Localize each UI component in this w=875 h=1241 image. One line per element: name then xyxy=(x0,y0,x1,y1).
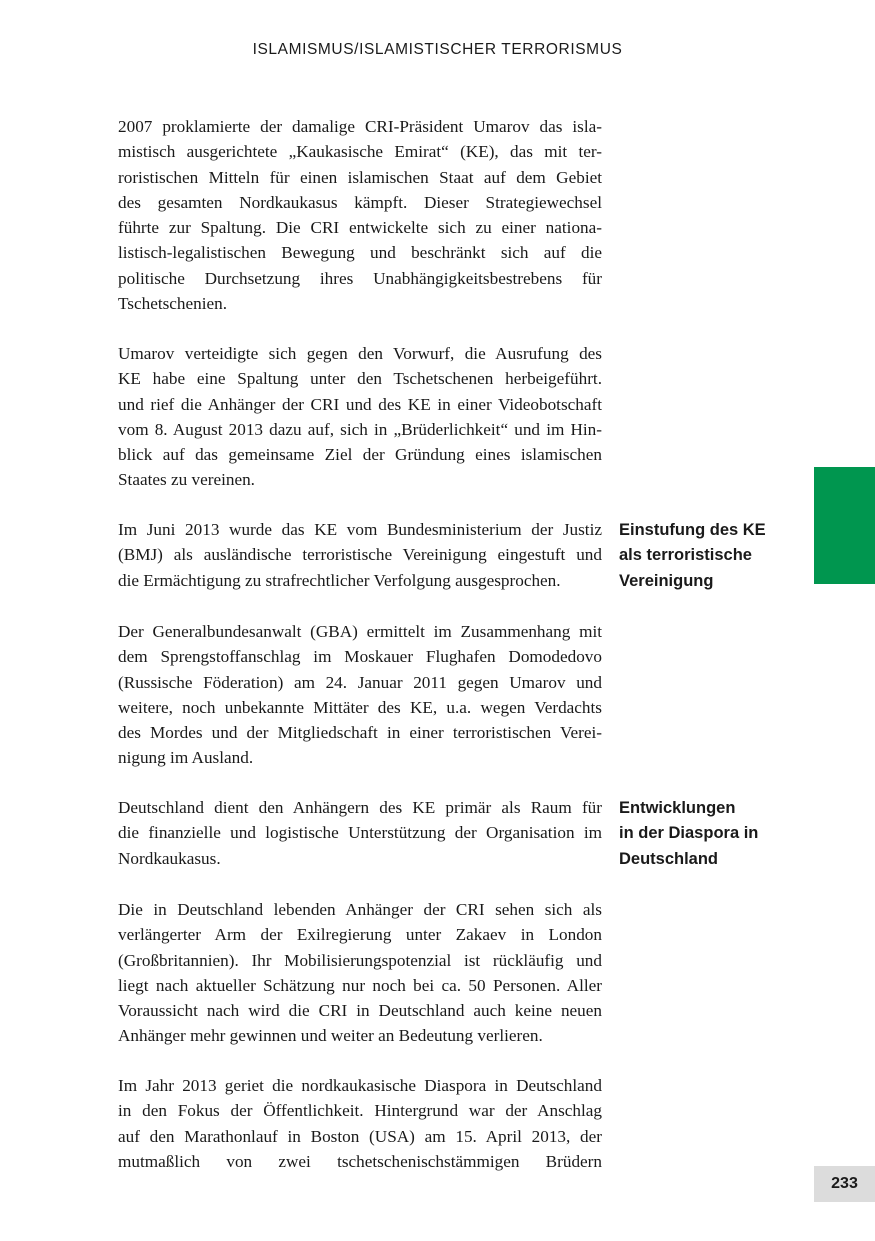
text-line: Der Generalbundesanwalt (GBA) ermittelt im Zusammenhang mit xyxy=(118,622,602,641)
text-line: mistisch ausgerichtete „Kaukasische Emirat“ (KE), das mit ter- xyxy=(118,142,602,162)
body-paragraph xyxy=(118,341,602,493)
text-line: die finanzielle und logistische Unterstützung der Organisation im xyxy=(118,823,602,843)
text-line: (BMJ) als ausländische terroristische Vereinigung eingestuft und xyxy=(118,545,602,565)
text-line: Voraussicht nach wird die CRI in Deutschland auch keine neuen xyxy=(118,1001,602,1021)
text-line: auf den Marathonlauf in Boston (USA) am 15. April 2013, der xyxy=(118,1126,602,1146)
side-heading-line: Deutschland xyxy=(619,849,719,868)
text-line: des gesamten Nordkaukasus kämpft. Dieser Strategiewechsel xyxy=(118,192,602,212)
body-paragraph xyxy=(118,114,602,316)
text-line: mutmaßlich von zwei tschetschenischstämmigen Brüdern xyxy=(118,1151,602,1171)
page-number: 233 xyxy=(814,1166,875,1202)
side-heading-line: in der Diaspora in xyxy=(619,824,759,843)
body-paragraph xyxy=(118,897,602,1049)
text-line: (Russische Föderation) am 24. Januar 2011 gegen Umarov und xyxy=(118,672,602,692)
text-line: die Ermächtigung zu strafrechtlicher Verfolgung ausgesprochen. xyxy=(118,570,561,590)
text-line: Nordkaukasus. xyxy=(118,848,221,868)
body-paragraph xyxy=(118,619,602,771)
text-line: 2007 proklamierte der damalige CRI-Präsident Umarov das isla- xyxy=(118,117,602,136)
body-paragraph xyxy=(118,517,602,593)
text-line: Im Jahr 2013 geriet die nordkaukasische Diaspora in Deutschland xyxy=(118,1076,602,1095)
text-line: dem Sprengstoffanschlag im Moskauer Flughafen Domodedovo xyxy=(118,647,602,667)
text-line: Im Juni 2013 wurde das KE vom Bundesministerium der Justiz xyxy=(118,520,602,539)
side-heading-line: Einstufung des KE xyxy=(619,521,766,539)
text-line: Anhänger mehr gewinnen und weiter an Bedeutung verlieren. xyxy=(118,1026,543,1046)
text-line: weitere, noch unbekannte Mittäter des KE, u.a. wegen Verdachts xyxy=(118,697,602,717)
text-line: Deutschland dient den Anhängern des KE primär als Raum für xyxy=(118,798,602,817)
running-header: ISLAMISMUS/ISLAMISTISCHER TERRORISMUS xyxy=(252,41,623,58)
text-line: des Mordes und der Mitgliedschaft in einer terroristischen Verei- xyxy=(118,723,602,743)
text-line: Umarov verteidigte sich gegen den Vorwurf, die Ausrufung des xyxy=(118,344,602,363)
text-line: nigung im Ausland. xyxy=(118,748,254,768)
body-paragraph xyxy=(118,1073,602,1174)
side-heading xyxy=(619,796,799,872)
text-line: liegt nach aktueller Schätzung nur noch bei ca. 50 Personen. Aller xyxy=(118,975,602,995)
text-line: KE habe eine Spaltung unter den Tschetschenen herbeigeführt. xyxy=(118,369,602,389)
text-line: (Großbritannien). Ihr Mobilisierungspotenzial ist rückläufig und xyxy=(118,950,602,970)
section-tab-marker xyxy=(814,467,875,584)
text-line: Tschetschenien. xyxy=(118,294,228,314)
side-heading xyxy=(619,518,799,594)
text-line: führte zur Spaltung. Die CRI entwickelte sich zu einer nationa- xyxy=(118,218,602,238)
text-line: roristischen Mitteln für einen islamischen Staat auf dem Gebiet xyxy=(118,167,602,187)
side-heading-line: Vereinigung xyxy=(619,571,714,590)
text-line: Die in Deutschland lebenden Anhänger der CRI sehen sich als xyxy=(118,900,602,919)
text-line: und rief die Anhänger der CRI und des KE in einer Videobotschaft xyxy=(118,394,602,414)
body-paragraph xyxy=(118,795,602,871)
side-heading-line: Entwicklungen xyxy=(619,799,736,817)
text-line: blick auf das gemeinsame Ziel der Gründung eines islamischen xyxy=(118,445,602,465)
text-line: vom 8. August 2013 dazu auf, sich in „Brüderlichkeit“ und im Hin- xyxy=(118,419,602,439)
text-line: verlängerter Arm der Exilregierung unter Zakaev in London xyxy=(118,925,602,945)
text-line: in den Fokus der Öffentlichkeit. Hintergrund war der Anschlag xyxy=(118,1101,602,1121)
text-line: listisch-legalistischen Bewegung und beschränkt sich auf die xyxy=(118,243,602,263)
side-heading-line: als terroristische xyxy=(619,546,752,565)
text-line: Staates zu vereinen. xyxy=(118,470,255,490)
text-line: politische Durchsetzung ihres Unabhängigkeitsbestrebens für xyxy=(118,268,602,288)
